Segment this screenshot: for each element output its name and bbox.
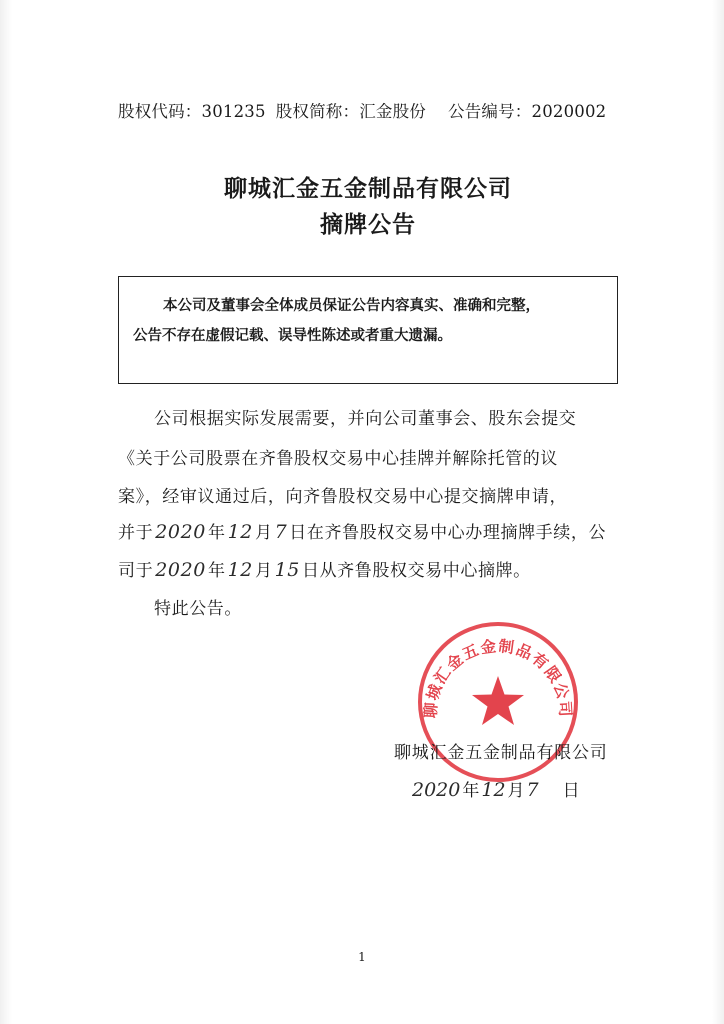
stock-code: 301235	[201, 102, 266, 121]
body-line-5	[118, 556, 638, 581]
signature-month: 12	[481, 779, 506, 801]
document-title: 摘牌公告	[320, 212, 416, 238]
announce-no-label: 公告编号：	[448, 102, 532, 121]
scan-shadow-left	[0, 0, 12, 1024]
handwritten-day-2: 15	[274, 559, 300, 581]
company-title: 聊城汇金五金制品有限公司	[224, 176, 512, 202]
body-line-4-prefix: 并于	[118, 523, 154, 543]
handwritten-year: 2020	[155, 521, 206, 543]
handwritten-year-2: 2020	[155, 559, 206, 581]
signature-year: 2020	[412, 779, 461, 801]
signature-company: 聊城汇金五金制品有限公司	[394, 743, 608, 763]
body-line-5-suffix: 日从齐鲁股权交易中心摘牌。	[301, 561, 531, 581]
year-char: 年	[207, 523, 226, 543]
month-char: 月	[254, 523, 273, 543]
disclaimer-line-2: 公告不存在虚假记载、误导性陈述或者重大遗漏。	[133, 328, 452, 344]
announce-no: 2020002	[531, 102, 607, 121]
handwritten-month: 12	[227, 521, 253, 543]
body-line-4-suffix: 日在齐鲁股权交易中心办理摘牌手续，公	[289, 523, 607, 543]
body-line-5-prefix: 司于	[118, 561, 154, 581]
disclaimer-line-1: 本公司及董事会全体成员保证公告内容真实、准确和完整，	[163, 298, 540, 314]
body-line-4	[118, 518, 638, 543]
seal-star-icon	[472, 676, 524, 725]
stock-abbr: 汇金股份	[359, 102, 426, 121]
handwritten-month-2: 12	[227, 559, 253, 581]
disclaimer-box	[118, 276, 618, 384]
signature-year-char: 年	[462, 781, 480, 801]
scan-shadow-right	[712, 0, 724, 1024]
seal-text-path: 聊城汇金五金制品有限公司	[421, 637, 575, 719]
stock-abbr-label: 股权简称：	[275, 102, 360, 121]
year-char-2: 年	[207, 561, 226, 581]
body-line-2: 《关于公司股票在齐鲁股权交易中心挂牌并解除托管的议	[118, 449, 558, 469]
stock-code-label: 股权代码：	[118, 102, 202, 121]
body-line-3: 案》，经审议通过后，向齐鲁股权交易中心提交摘牌申请，	[118, 487, 568, 507]
closing-line: 特此公告。	[154, 599, 242, 619]
handwritten-day: 7	[274, 521, 288, 543]
signature-date	[410, 776, 580, 801]
signature-day: 7	[526, 779, 539, 801]
page-number: 1	[358, 950, 366, 964]
stock-info-line	[118, 98, 638, 122]
month-char-2: 月	[254, 561, 273, 581]
signature-day-char: 日	[562, 781, 580, 801]
body-line-1: 公司根据实际发展需要，并向公司董事会、股东会提交	[154, 409, 577, 429]
signature-month-char: 月	[507, 781, 525, 801]
